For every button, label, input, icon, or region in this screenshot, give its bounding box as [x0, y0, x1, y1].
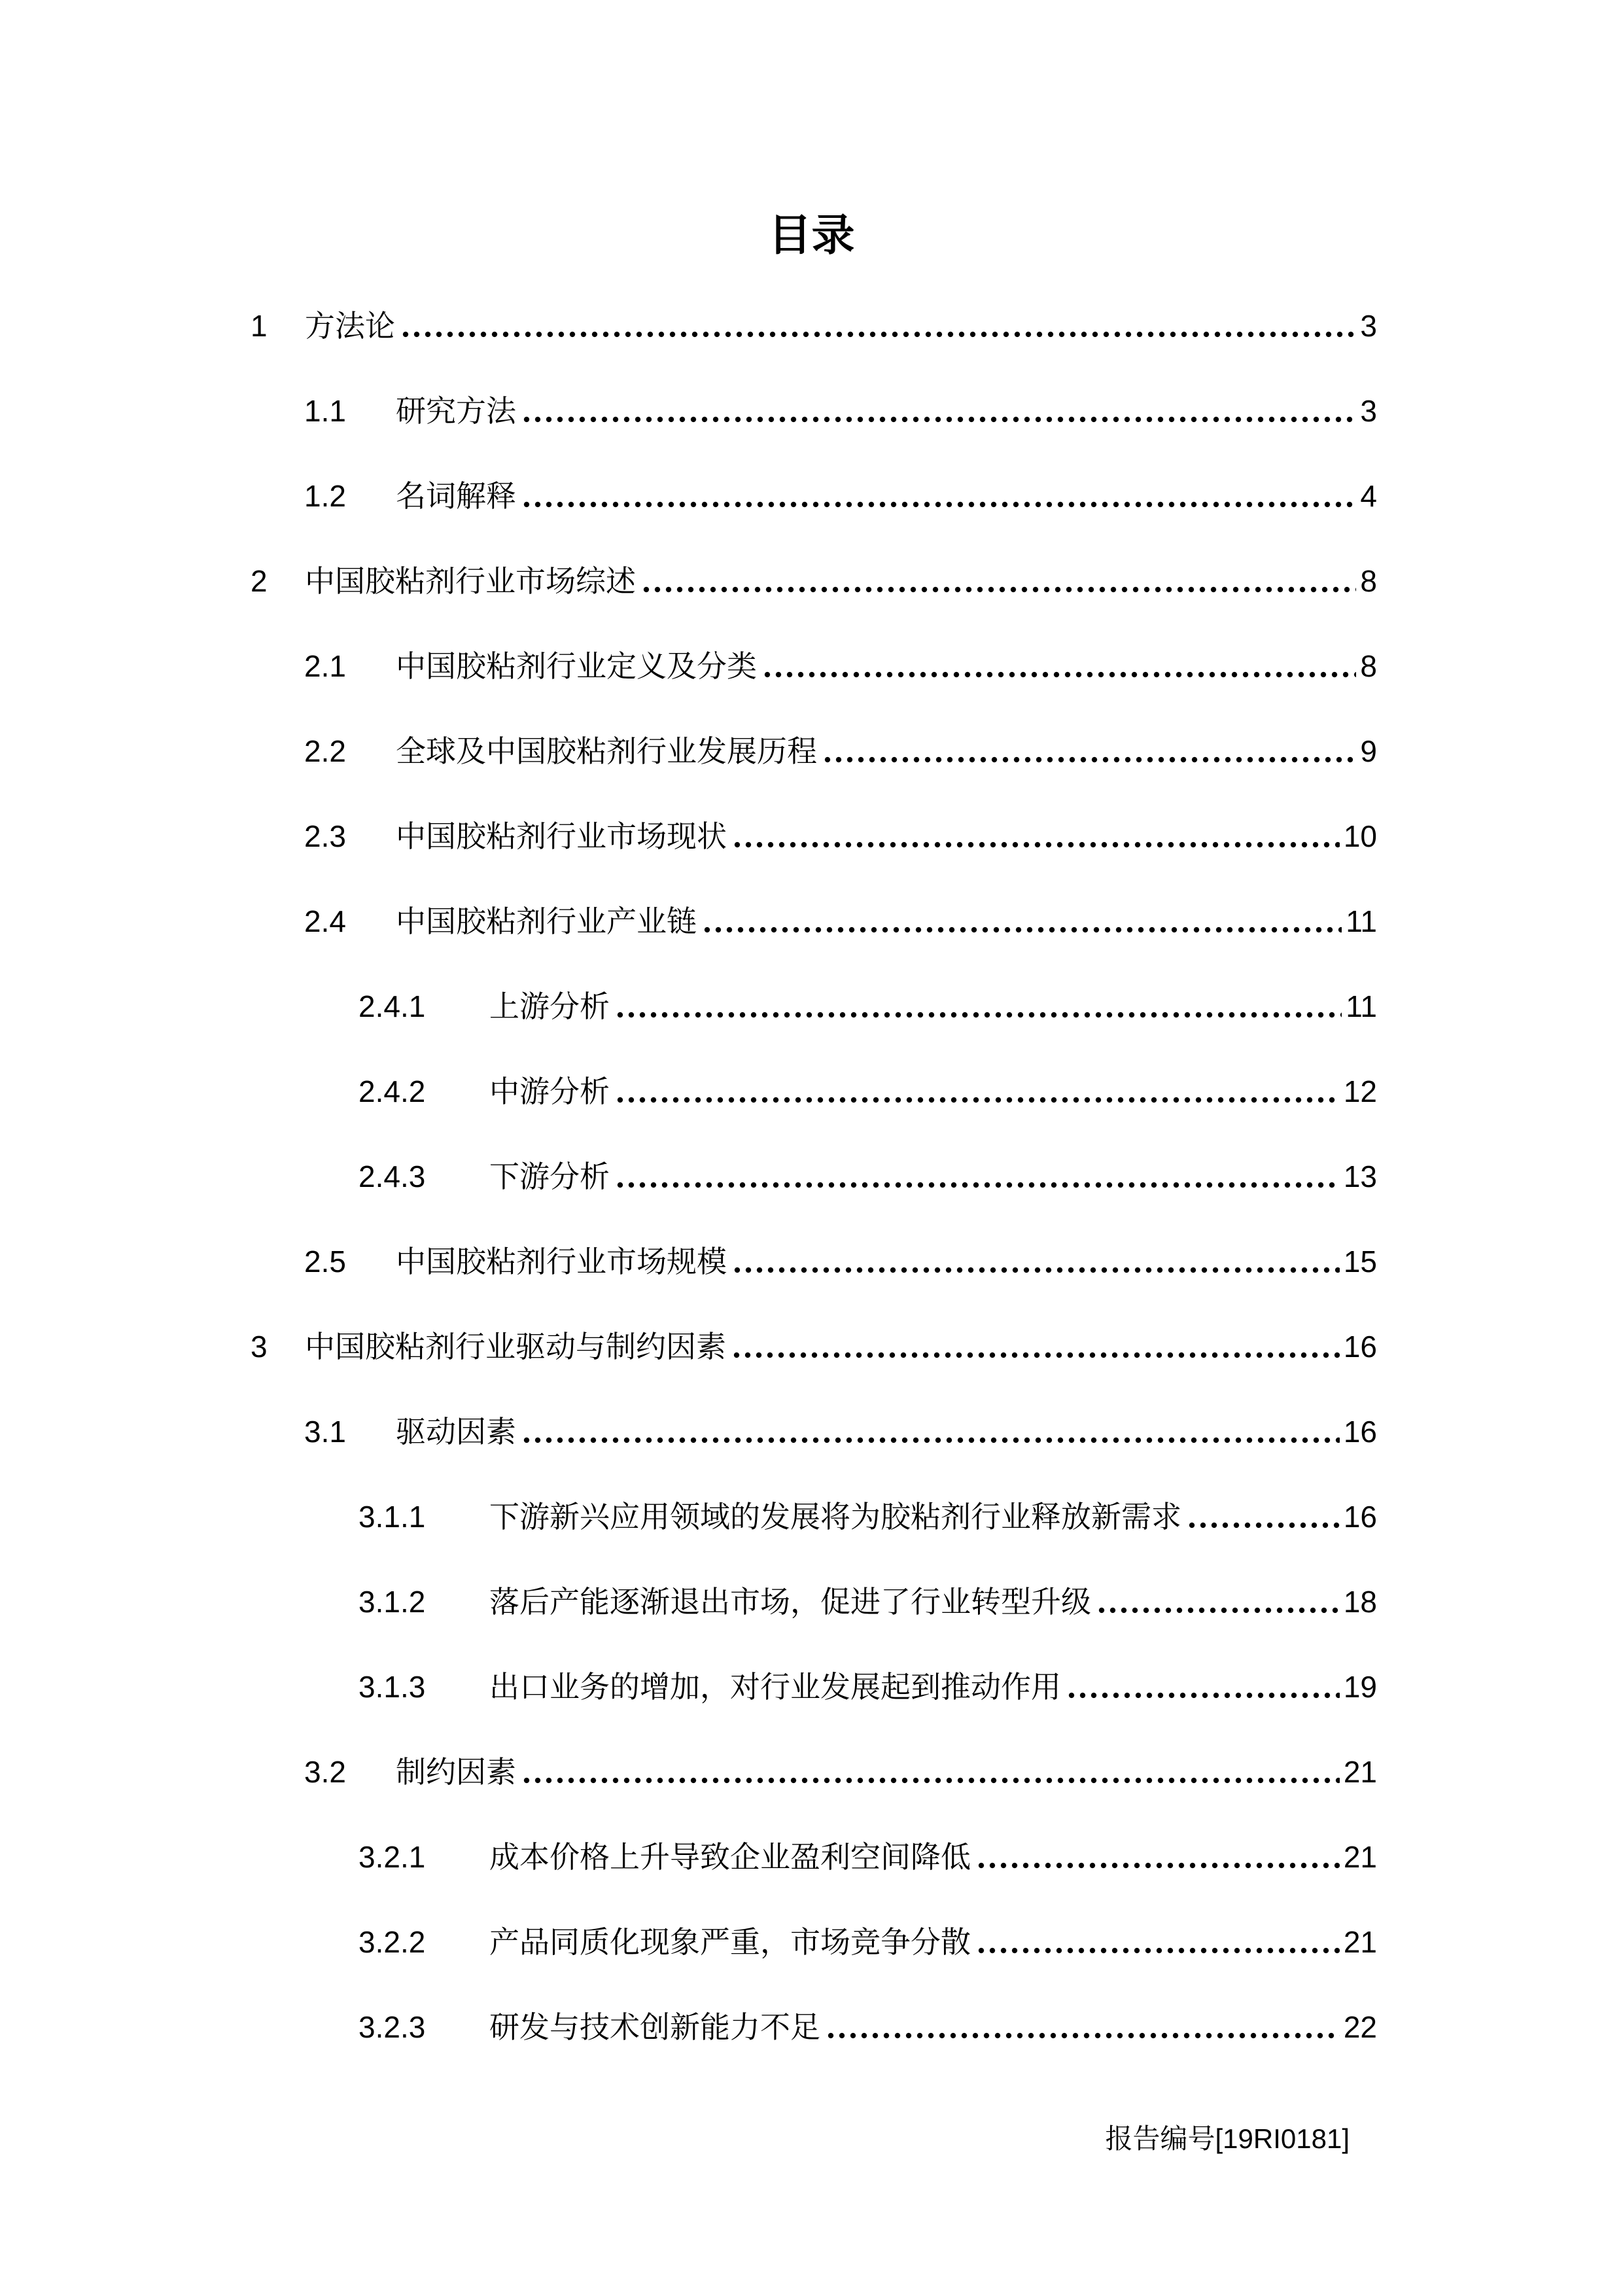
toc-entry[interactable]: [251, 344, 1377, 429]
toc-entry[interactable]: [251, 1619, 1377, 1704]
toc-entry-number: 3: [251, 1330, 268, 1364]
toc-entry-number: 3.2.3: [358, 2010, 426, 2045]
dot-leader: [762, 671, 1356, 679]
toc-entry-number: 2.1: [304, 649, 346, 684]
toc-entry[interactable]: [251, 1790, 1377, 1875]
dot-leader: [732, 1266, 1340, 1274]
table-of-contents: [251, 258, 1377, 2045]
toc-entry-label: 研发与技术创新能力不足: [489, 2010, 820, 2045]
toc-entry-label: 研究方法: [396, 394, 516, 429]
dot-leader: [615, 1181, 1340, 1189]
dot-leader: [521, 501, 1356, 508]
toc-entry[interactable]: [251, 939, 1377, 1024]
dot-leader: [521, 415, 1356, 423]
toc-entry-label: 中国胶粘剂行业市场规模: [396, 1245, 727, 1279]
toc-entry-number: 3.2.2: [358, 1925, 426, 1960]
toc-entry-page: 13: [1343, 1159, 1377, 1194]
toc-entry-page: 21: [1343, 1925, 1377, 1960]
toc-entry-page: 12: [1343, 1074, 1377, 1109]
dot-leader: [615, 1096, 1340, 1104]
toc-entry-page: 18: [1343, 1585, 1377, 1619]
toc-entry-label: 中游分析: [489, 1074, 610, 1109]
toc-entry-label: 落后产能逐渐退出市场，促进了行业转型升级: [489, 1585, 1091, 1619]
report-number: 报告编号[19RI0181]: [1105, 2123, 1350, 2154]
toc-entry-number: 3.1.3: [358, 1670, 426, 1704]
toc-entry-label: 名词解释: [396, 479, 516, 514]
toc-entry-number: 2.4.2: [358, 1074, 426, 1109]
toc-entry-page: 16: [1343, 1415, 1377, 1449]
toc-entry-label: 下游新兴应用领域的发展将为胶粘剂行业释放新需求: [489, 1500, 1181, 1534]
dot-leader: [521, 1776, 1340, 1784]
toc-entry[interactable]: [251, 599, 1377, 684]
toc-entry[interactable]: [251, 429, 1377, 514]
toc-entry[interactable]: [251, 1024, 1377, 1109]
toc-entry-label: 中国胶粘剂行业定义及分类: [396, 649, 757, 684]
dot-leader: [400, 330, 1356, 338]
toc-entry[interactable]: [251, 1875, 1377, 1960]
toc-entry-page: 22: [1343, 2010, 1377, 2045]
toc-entry-number: 3.2.1: [358, 1840, 426, 1875]
toc-entry-number: 2.4.1: [358, 989, 426, 1024]
toc-entry-number: 1.1: [304, 394, 346, 429]
toc-entry-label: 驱动因素: [396, 1415, 516, 1449]
toc-entry-page: 3: [1360, 309, 1377, 344]
toc-entry-number: 2.4: [304, 904, 346, 939]
toc-entry[interactable]: [251, 1449, 1377, 1534]
toc-entry-label: 中国胶粘剂行业市场现状: [396, 819, 727, 854]
toc-entry-number: 1: [251, 309, 268, 344]
toc-entry-page: 11: [1346, 904, 1377, 939]
toc-entry[interactable]: [251, 1960, 1377, 2045]
page-title: 目录: [768, 211, 855, 259]
dot-leader: [731, 1351, 1340, 1359]
dot-leader: [976, 1947, 1340, 1954]
toc-entry-page: 4: [1360, 479, 1377, 514]
toc-entry-page: 21: [1343, 1840, 1377, 1875]
dot-leader: [615, 1011, 1342, 1019]
toc-entry[interactable]: [251, 1534, 1377, 1619]
toc-entry-label: 中国胶粘剂行业市场综述: [305, 564, 636, 599]
toc-entry-label: 全球及中国胶粘剂行业发展历程: [396, 734, 817, 769]
dot-leader: [1066, 1691, 1340, 1699]
dot-leader: [1096, 1606, 1340, 1614]
toc-entry-page: 19: [1343, 1670, 1377, 1704]
toc-entry[interactable]: [251, 1194, 1377, 1279]
dot-leader: [641, 586, 1356, 593]
toc-entry[interactable]: [251, 1704, 1377, 1790]
toc-entry-label: 中国胶粘剂行业驱动与制约因素: [305, 1330, 726, 1364]
toc-entry-label: 成本价格上升导致企业盈利空间降低: [489, 1840, 971, 1875]
toc-entry-page: 8: [1360, 564, 1377, 599]
toc-entry-number: 2.2: [304, 734, 346, 769]
toc-entry-number: 2.4.3: [358, 1159, 426, 1194]
toc-entry[interactable]: [251, 514, 1377, 599]
toc-entry-page: 10: [1343, 819, 1377, 854]
toc-entry-number: 3.1.2: [358, 1585, 426, 1619]
toc-entry-label: 下游分析: [489, 1159, 610, 1194]
toc-entry-page: 15: [1343, 1245, 1377, 1279]
dot-leader: [822, 756, 1356, 764]
toc-entry-page: 11: [1346, 989, 1377, 1024]
dot-leader: [521, 1436, 1340, 1444]
toc-entry-number: 3.2: [304, 1755, 346, 1790]
dot-leader: [702, 926, 1342, 934]
toc-entry-label: 产品同质化现象严重，市场竞争分散: [489, 1925, 971, 1960]
toc-entry[interactable]: [251, 258, 1377, 344]
toc-entry-page: 16: [1343, 1500, 1377, 1534]
toc-entry-number: 3.1: [304, 1415, 346, 1449]
toc-entry-label: 中国胶粘剂行业产业链: [396, 904, 697, 939]
dot-leader: [1187, 1521, 1340, 1529]
dot-leader: [976, 1862, 1340, 1869]
toc-entry-number: 2.5: [304, 1245, 346, 1279]
toc-entry-page: 8: [1360, 649, 1377, 684]
toc-entry[interactable]: [251, 1279, 1377, 1364]
toc-entry-page: 3: [1360, 394, 1377, 429]
dot-leader: [826, 2032, 1340, 2040]
toc-entry-label: 出口业务的增加，对行业发展起到推动作用: [489, 1670, 1061, 1704]
toc-entry[interactable]: [251, 769, 1377, 854]
toc-entry-number: 2: [251, 564, 268, 599]
toc-entry-number: 1.2: [304, 479, 346, 514]
toc-entry[interactable]: [251, 854, 1377, 939]
toc-entry-page: 16: [1343, 1330, 1377, 1364]
toc-entry-label: 方法论: [305, 309, 395, 344]
toc-entry-label: 上游分析: [489, 989, 610, 1024]
toc-entry-page: 21: [1343, 1755, 1377, 1790]
dot-leader: [732, 841, 1340, 849]
toc-entry[interactable]: [251, 1109, 1377, 1194]
toc-entry-page: 9: [1360, 734, 1377, 769]
toc-entry[interactable]: [251, 684, 1377, 769]
toc-entry-number: 2.3: [304, 819, 346, 854]
toc-entry[interactable]: [251, 1364, 1377, 1449]
toc-entry-number: 3.1.1: [358, 1500, 426, 1534]
toc-entry-label: 制约因素: [396, 1755, 516, 1790]
